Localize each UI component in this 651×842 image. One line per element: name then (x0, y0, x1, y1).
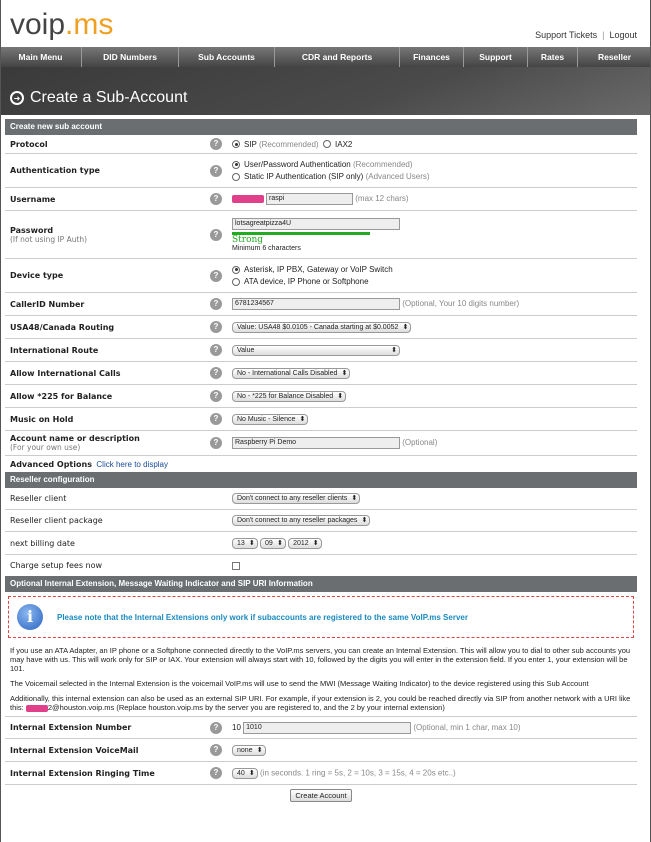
submit-wrap (5, 789, 637, 802)
help-icon[interactable]: ? (210, 321, 222, 333)
device-options (230, 265, 637, 286)
device-label: Device type (10, 271, 64, 280)
help-placeholder (210, 515, 222, 527)
nav-finances[interactable]: Finances (400, 47, 464, 67)
auth-userpass-hint: (Recommended) (352, 160, 413, 169)
moh-field-wrap (230, 414, 637, 425)
row-intl-route (5, 339, 637, 362)
help-placeholder (210, 560, 222, 572)
header (0, 0, 651, 46)
auth-userpass-radio[interactable] (232, 161, 240, 169)
row-ext-number (5, 716, 637, 739)
row-allow-225 (5, 385, 637, 408)
help-icon[interactable]: ? (210, 138, 222, 150)
row-advanced (5, 456, 637, 472)
billing-year-select[interactable]: 2012 ⬍ (288, 538, 322, 549)
reseller-client-select[interactable]: Don't connect to any reseller clients ⬍ (232, 493, 360, 504)
form-content (5, 119, 637, 802)
nav-cdr-reports[interactable]: CDR and Reports (275, 47, 400, 67)
username-label: Username (10, 194, 56, 204)
row-allow-intl (5, 362, 637, 385)
row-reseller-package (5, 510, 637, 532)
callerid-label: CallerID Number (10, 299, 85, 309)
device-ata-label: ATA device, IP Phone or Softphone (244, 277, 369, 286)
row-moh (5, 408, 637, 431)
notice-text: Please note that the Internal Extensions only work if subaccounts are registered to the same VoIP.ms Server (57, 612, 468, 622)
intl-route-field-wrap (230, 345, 637, 356)
reseller-client-label: Reseller client (10, 494, 67, 503)
section-optional-header: Optional Internal Extension, Message Waiting Indicator and SIP URI Information (5, 576, 637, 592)
nav-did-numbers[interactable]: DID Numbers (82, 47, 179, 67)
help-icon[interactable]: ? (210, 767, 222, 779)
auth-staticip-label: Static IP Authentication (SIP only) (244, 172, 364, 181)
top-links-separator: | (602, 30, 605, 40)
password-label-text: Password (10, 225, 54, 235)
row-auth (5, 154, 637, 188)
allow-225-select[interactable]: No - *225 for Balance Disabled ⬍ (232, 391, 346, 402)
password-strength: Strong (232, 234, 264, 245)
password-label (5, 226, 210, 244)
username-input[interactable]: raspi (266, 193, 353, 205)
allow-225-field-wrap (230, 391, 637, 402)
password-field-wrap (230, 218, 637, 252)
help-placeholder (210, 493, 222, 505)
row-username (5, 188, 637, 211)
nav-rates[interactable]: Rates (528, 47, 578, 67)
top-links (535, 30, 637, 40)
device-pbx-label: Asterisk, IP PBX, Gateway or VoIP Switch (244, 265, 393, 274)
notice-box (8, 596, 634, 638)
logo-voip: voip (10, 8, 66, 41)
nav-reseller[interactable]: Reseller (597, 52, 632, 62)
main-nav (0, 47, 651, 67)
protocol-sip-radio[interactable] (232, 140, 240, 148)
charge-setup-label: Charge setup fees now (10, 561, 103, 570)
ring-time-field-wrap (230, 768, 637, 779)
account-name-input[interactable]: Raspberry Pi Demo (232, 437, 400, 449)
billing-date-fields (230, 538, 637, 549)
extension-paragraph-1: If you use an ATA Adapter, an IP phone or a Softphone connected directly to the VoIP.ms servers, you can create an Internal Extension. This will allow you to dial to other sub accounts you may have with us. This will work only for SIP or IAX. Your extension will always start with 10, followed by the digits you will enter in the extension field. If you enter 1, your extension will be 101. (10, 646, 631, 673)
logo[interactable] (10, 8, 113, 42)
help-icon[interactable]: ? (210, 229, 222, 241)
device-ata-radio[interactable] (232, 278, 240, 286)
row-billing-date (5, 532, 637, 555)
protocol-options (230, 140, 637, 149)
allow-intl-select[interactable]: No - International Calls Disabled ⬍ (232, 368, 350, 379)
device-pbx-radio[interactable] (232, 266, 240, 274)
protocol-sip-hint: (Recommended) (258, 139, 319, 149)
ring-time-label: Internal Extension Ringing Time (10, 768, 155, 778)
account-name-label (5, 434, 210, 452)
help-placeholder (210, 537, 222, 549)
allow-intl-label: Allow International Calls (10, 368, 121, 378)
nav-sub-accounts[interactable]: Sub Accounts (179, 47, 275, 67)
protocol-sip-label: SIP (244, 139, 257, 149)
section-create-header: Create new sub account (5, 119, 637, 135)
row-charge-setup (5, 555, 637, 576)
auth-staticip-radio[interactable] (232, 173, 240, 181)
auth-label: Authentication type (10, 166, 100, 175)
ext-vm-select[interactable]: none ⬍ (232, 745, 266, 756)
charge-setup-field-wrap (230, 561, 637, 570)
password-sublabel: (If not using IP Auth) (10, 234, 88, 244)
billing-month-select[interactable]: 09 ⬍ (260, 538, 286, 549)
help-icon[interactable]: ? (210, 722, 222, 734)
billing-date-label: next billing date (10, 538, 75, 548)
routing-select[interactable]: Value: USA48 $0.0105 - Canada starting at $0.0052 ⬍ (232, 322, 411, 333)
routing-field-wrap (230, 322, 637, 333)
ring-time-select[interactable]: 40 ⬍ (232, 768, 258, 779)
info-icon: i (17, 604, 43, 630)
protocol-label: Protocol (10, 139, 48, 149)
ext-number-prefix: 10 (232, 722, 241, 732)
password-input[interactable]: lotsagreatpizza4U (232, 218, 400, 230)
auth-staticip-hint: (Advanced Users) (365, 172, 430, 181)
help-icon[interactable]: ? (210, 165, 222, 177)
help-icon[interactable]: ? (210, 413, 222, 425)
advanced-options (5, 460, 168, 469)
callerid-hint: (Optional, Your 10 digits number) (402, 299, 520, 309)
row-callerid (5, 293, 637, 316)
intl-route-select[interactable]: Value ⬍ (232, 345, 400, 356)
advanced-label: Advanced Options (10, 459, 92, 469)
moh-label: Music on Hold (10, 414, 74, 424)
row-account-name (5, 431, 637, 456)
help-icon[interactable]: ? (210, 744, 222, 756)
para3-part-b: 2@houston.voip.ms (Replace houston.voip.ms by the server you are registered to, and the 2 by your internal extension) (47, 703, 445, 712)
ext-vm-field-wrap (230, 745, 637, 756)
help-icon[interactable]: ? (210, 390, 222, 402)
ext-number-label: Internal Extension Number (10, 723, 132, 732)
nav-support[interactable]: Support (464, 47, 528, 67)
username-hint: (max 12 chars) (355, 194, 409, 204)
account-name-sublabel: (For your own use) (10, 443, 81, 452)
ext-number-field-wrap (230, 722, 637, 734)
help-icon[interactable]: ? (210, 437, 222, 449)
account-name-hint: (Optional) (402, 438, 438, 448)
para3-part-a: Additionally, this internal extension can also be used as an external SIP URI. For example, if your extension is 2, you could be reached directly via SIP from another network with a URI like this: (10, 694, 631, 712)
section-reseller-header: Reseller configuration (5, 472, 637, 488)
protocol-iax2-radio[interactable] (323, 140, 331, 148)
auth-userpass-label: User/Password Authentication (244, 160, 351, 169)
advanced-display-link[interactable]: Click here to display (96, 459, 168, 469)
callerid-field-wrap (230, 298, 637, 310)
row-ring-time (5, 762, 637, 785)
redacted-prefix (232, 195, 264, 203)
title-banner (0, 67, 651, 115)
page-title (10, 89, 187, 107)
auth-options (230, 160, 637, 181)
extension-paragraph-3 (5, 694, 637, 712)
logout-link[interactable]: Logout (609, 30, 637, 40)
ext-number-hint: (Optional, min 1 char, max 10) (413, 722, 521, 732)
logo-ms: ms (73, 8, 114, 41)
protocol-iax2-label: IAX2 (335, 139, 353, 149)
username-field-wrap (230, 193, 637, 205)
row-routing (5, 316, 637, 339)
password-min: Minimum 6 characters (232, 244, 301, 252)
callerid-input[interactable]: 6781234567 (232, 298, 400, 310)
row-protocol (5, 135, 637, 154)
reseller-client-field-wrap (230, 493, 637, 504)
help-icon[interactable]: ? (210, 270, 222, 282)
help-icon[interactable]: ? (210, 298, 222, 310)
row-password (5, 211, 637, 259)
create-account-button[interactable]: Create Account (290, 789, 351, 802)
logo-dot: . (65, 8, 74, 41)
support-tickets-link[interactable]: Support Tickets (535, 30, 598, 40)
charge-setup-checkbox[interactable] (232, 562, 240, 570)
arrow-circle-icon: ➜ (10, 91, 24, 105)
allow-225-label: Allow *225 for Balance (10, 391, 113, 401)
reseller-package-field-wrap (230, 515, 637, 526)
extension-paragraph-2: The Voicemail selected in the Internal Extension is the voicemail VoIP.ms will use to send the MWI (Message Waiting Indicator) to the device registered using this Sub Account (10, 679, 589, 688)
ext-number-input[interactable]: 1010 (243, 722, 411, 734)
routing-label: USA48/Canada Routing (10, 322, 115, 332)
intl-route-label: International Route (10, 345, 99, 355)
nav-main-menu[interactable]: Main Menu (0, 47, 82, 67)
help-icon[interactable]: ? (210, 193, 222, 205)
redacted-uri (26, 705, 48, 712)
allow-intl-field-wrap (230, 368, 637, 379)
row-reseller-client (5, 488, 637, 510)
row-device (5, 259, 637, 293)
account-name-field-wrap (230, 437, 637, 449)
help-icon[interactable]: ? (210, 367, 222, 379)
ext-vm-label: Internal Extension VoiceMail (10, 745, 139, 755)
moh-select[interactable]: No Music - Silence ⬍ (232, 414, 308, 425)
reseller-package-select[interactable]: Don't connect to any reseller packages ⬍ (232, 515, 370, 526)
billing-day-select[interactable]: 13 ⬍ (232, 538, 258, 549)
reseller-package-label: Reseller client package (10, 516, 103, 525)
ring-time-hint: (in seconds. 1 ring = 5s, 2 = 10s, 3 = 15s, 4 = 20s etc..) (260, 768, 456, 778)
row-ext-vm (5, 739, 637, 762)
help-icon[interactable]: ? (210, 344, 222, 356)
page-title-text: Create a Sub-Account (30, 89, 188, 106)
account-name-label-text: Account name or description (10, 434, 140, 443)
